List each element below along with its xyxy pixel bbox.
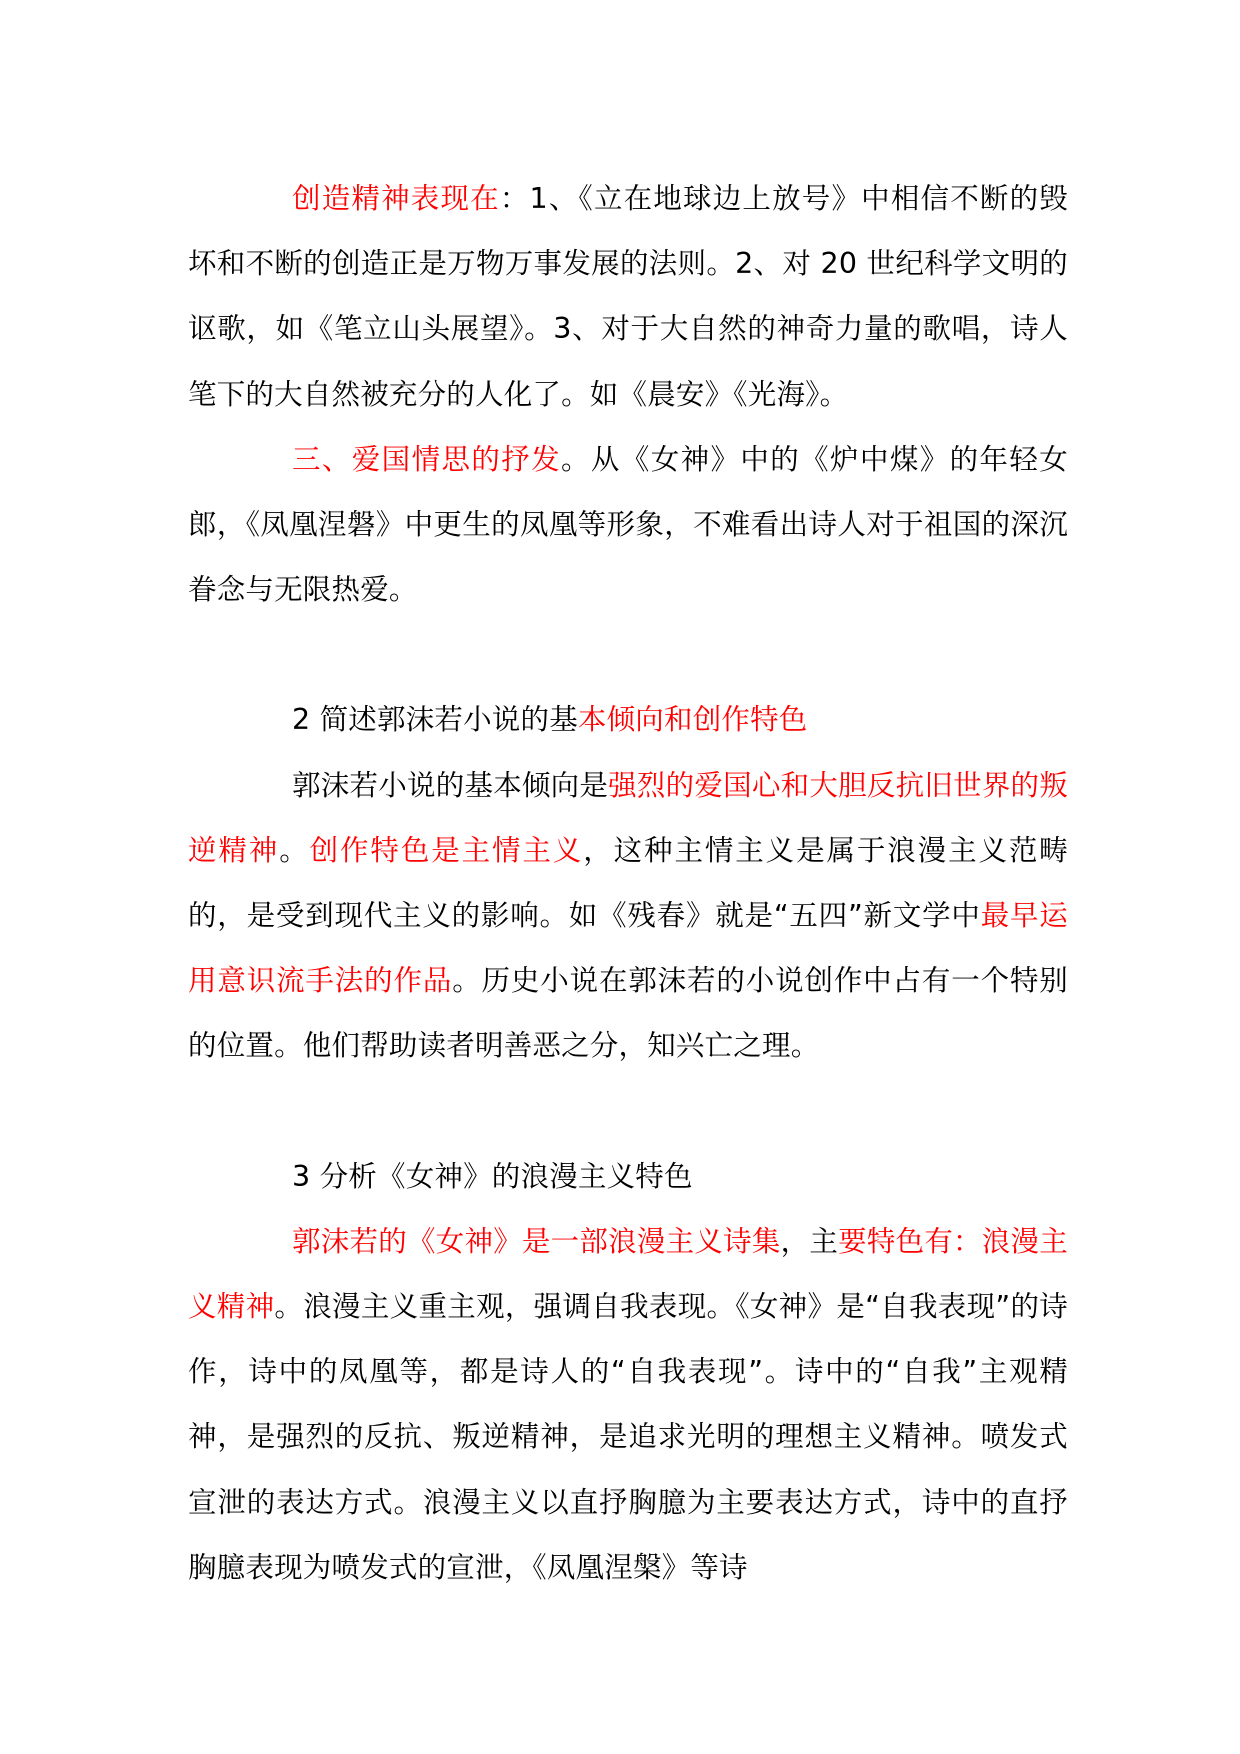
paragraph-creative-spirit (188, 166, 1068, 427)
highlight-text: 三、爱国情思的抒发 (292, 442, 562, 476)
body-text: 。从《女神》中的《炉中煤》的年轻女郎，《凤凰涅磐》中更生的凤凰等形象，不难看出诗人对于祖国的深沉眷念与无限热爱。 (188, 442, 1068, 607)
paragraph-romanticism (188, 1209, 1068, 1600)
paragraph-patriotism (188, 427, 1068, 623)
highlight-text: 最早运用意识流手法的作品 (188, 899, 1068, 998)
document-page (188, 166, 1068, 1600)
body-text: 。历史小说在郭沫若的小说创作中占有一个特别的位置。他们帮助读者明善恶之分，知兴亡之理。 (188, 964, 1068, 1063)
body-text: ，这种主情主义是属于浪漫主义范畴的，是受到现代主义的影响。如《残春》就是“五四”新文学中 (188, 833, 1068, 933)
body-text: ：1、《立在地球边上放号》中相信不断的毁坏和不断的创造正是万物万事发展的法则。2、对 20 世纪科学文明的讴歌，如《笔立山头展望》。3、对于大自然的神奇力量的歌唱，诗人笔下的大自然被充分的人化了。如《晨安》《光海》。 (188, 182, 1068, 411)
highlight-text: 创造精神表现在 (292, 182, 500, 215)
heading-text: 2 简述郭沫若小说的基 (292, 703, 578, 737)
highlight-text: 本倾向和创作特色 (577, 703, 808, 737)
highlight-text: 要特色有：浪漫主义精神 (188, 1224, 1068, 1324)
highlight-text: 郭沫若的《女神》是一部浪漫主义诗集 (292, 1224, 781, 1258)
paragraph-novel-tendency (188, 753, 1068, 1079)
body-text: 郭沫若小说的基本倾向是 (292, 768, 609, 802)
highlight-text: 强烈的爱国心和大胆反抗旧世界的叛逆精神 (188, 768, 1069, 867)
heading-text: 3 分析《女神》的浪漫主义特色 (292, 1159, 693, 1193)
question-heading-3 (188, 1144, 1068, 1209)
body-text: 。 (279, 833, 310, 867)
highlight-text: 创作特色是主情主义 (309, 833, 584, 867)
body-text: 。浪漫主义重主观，强调自我表现。《女神》是“自我表现”的诗作，诗中的凤凰等，都是诗人的“自我表现”。诗中的“自我”主观精神，是强烈的反抗、叛逆精神，是追求光明的理想主义精神。喷发式宣泄的表达方式。浪漫主义以直抒胸臆为主要表达方式，诗中的直抒胸臆表现为喷发式的宣泄，《凤凰涅槃》等诗 (188, 1290, 1068, 1584)
body-text: ，主 (780, 1224, 839, 1258)
question-heading-2 (188, 687, 1068, 752)
